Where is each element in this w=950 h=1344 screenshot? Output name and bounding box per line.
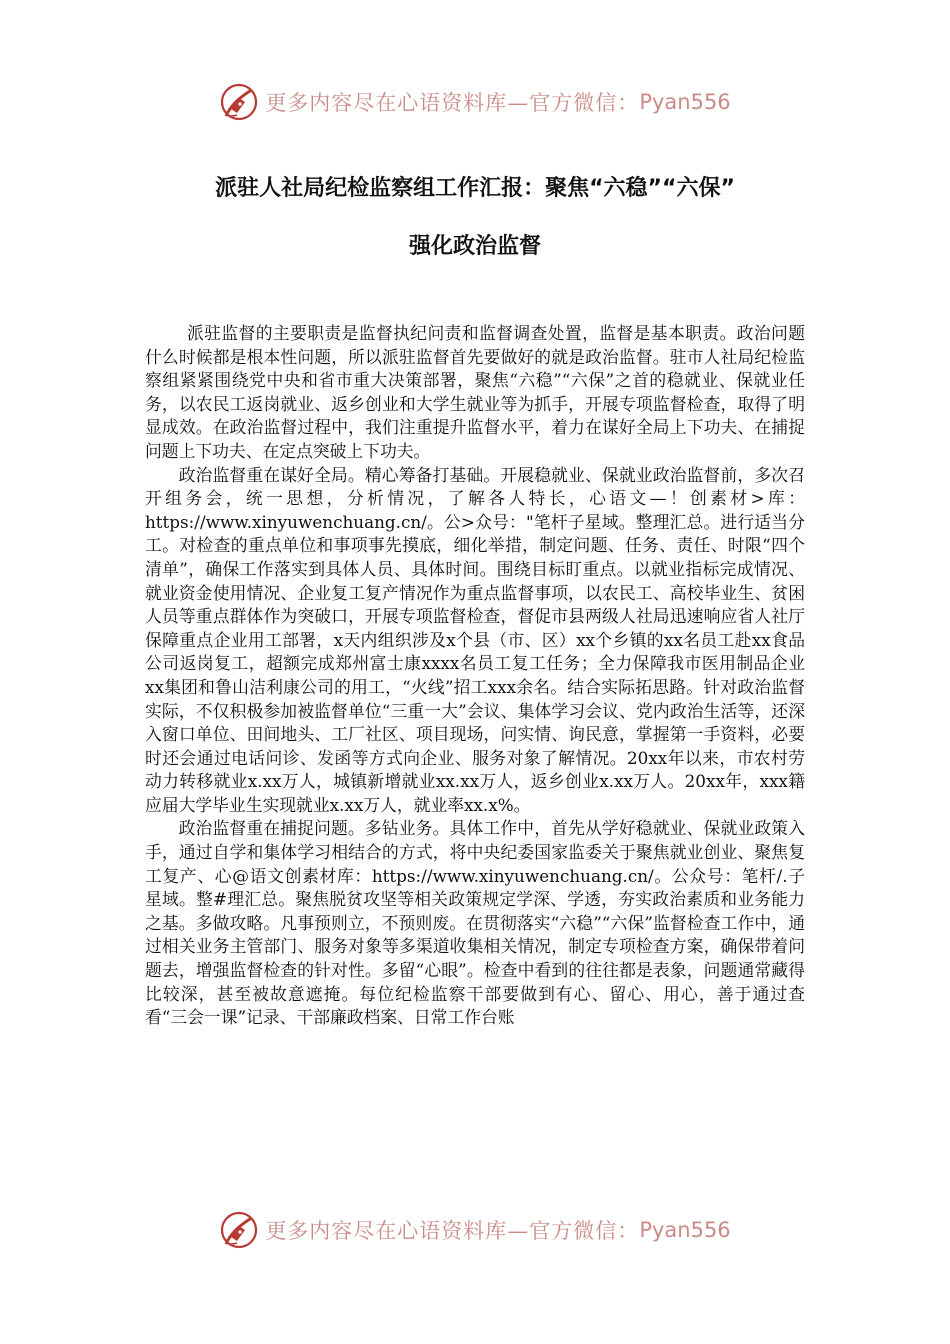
title-line-2: 强化政治监督: [408, 234, 541, 259]
pen-nib-logo-icon: [219, 1210, 259, 1250]
banner-handle: Pyan556: [639, 1218, 731, 1242]
banner-text: 更多内容尽在心语资料库—官方微信：: [265, 91, 640, 115]
paragraph-2: 政治监督重在谋好全局。精心筹备打基础。开展稳就业、保就业政治监督前，多次召开组务会，统一思想，分析情况，了解各人特长，心语文—！创素材>库：https://www.xinyuwenchuang.cn/。公>众号："笔杆子星域。整理汇总。进行适当分工。对检查的重点单位和事项事先摸底，细化举措，制定问题、任务、责任、时限“四个清单”，确保工作落实到具体人员、具体时间。围绕目标盯重点。以就业指标完成情况、就业资金使用情况、企业复工复产情况作为重点监督事项，以农民工、高校毕业生、贫困人员等重点群体作为突破口，开展专项监督检查，督促市县两级人社局迅速响应省人社厅保障重点企业用工部署，x天内组织涉及x个县（市、区）xx个乡镇的xx名员工赴xx食品公司返岗复工，超额完成郑州富士康xxxx名员工复工任务；全力保障我市医用制品企业xx集团和鲁山洁利康公司的用工，“火线”招工xxx余名。结合实际拓思路。针对政治监督实际，不仅积极参加被监督单位“三重一大”会议、集体学习会议、党内政治生活等，还深入窗口单位、田间地头、工厂社区、项目现场，问实情、询民意，掌握第一手资料，必要时还会通过电话问诊、发函等方式向企业、服务对象了解情况。20xx年以来，市农村劳动力转移就业x.xx万人，城镇新增就业xx.xx万人，返乡创业x.xx万人。20xx年，xxx籍应届大学毕业生实现就业x.xx万人，就业率xx.x%。: [145, 464, 805, 815]
pen-nib-logo-icon: [219, 82, 259, 122]
paragraph-1: 派驻监督的主要职责是监督执纪问责和监督调查处置，监督是基本职责。政治问题什么时候都是根本性问题，所以派驻监督首先要做好的就是政治监督。驻市人社局纪检监察组紧紧围绕党中央和省市重大决策部署，聚焦“六稳”“六保”之首的稳就业、保就业任务，以农民工返岗就业、返乡创业和大学生就业等为抓手，开展专项监督检查，取得了明显成效。在政治监督过程中，我们注重提升监督水平，着力在谋好全局上下功夫、在捕捉问题上下功夫、在定点突破上下功夫。: [145, 323, 805, 461]
title-line-1: 派驻人社局纪检监察组工作汇报：聚焦“六稳”“六保”: [215, 176, 735, 201]
footer-banner: [0, 1208, 950, 1252]
document-title: [145, 160, 805, 276]
document-body: [145, 322, 805, 1030]
banner-text: 更多内容尽在心语资料库—官方微信：: [265, 1219, 640, 1243]
banner-handle: Pyan556: [639, 90, 731, 114]
paragraph-3: 政治监督重在捕捉问题。多钻业务。具体工作中，首先从学好稳就业、保就业政策入手，通过自学和集体学习相结合的方式，将中央纪委国家监委关于聚焦就业创业、聚焦复工复产、心@语文创素材库：https://www.xinyuwenchuang.cn/。公众号：笔杆/.子星域。整#理汇总。聚焦脱贫攻坚等相关政策规定学深、学透，夯实政治素质和业务能力之基。多做攻略。凡事预则立，不预则废。在贯彻落实“六稳”“六保”监督检查工作中，通过相关业务主管部门、服务对象等多渠道收集相关情况，制定专项检查方案，确保带着问题去，增强监督检查的针对性。多留“心眼”。检查中看到的往往都是表象，问题通常藏得比较深，甚至被故意遮掩。每位纪检监察干部要做到有心、留心、用心，善于通过查看“三会一课”记录、干部廉政档案、日常工作台账: [145, 818, 805, 1028]
header-banner: [0, 80, 950, 124]
